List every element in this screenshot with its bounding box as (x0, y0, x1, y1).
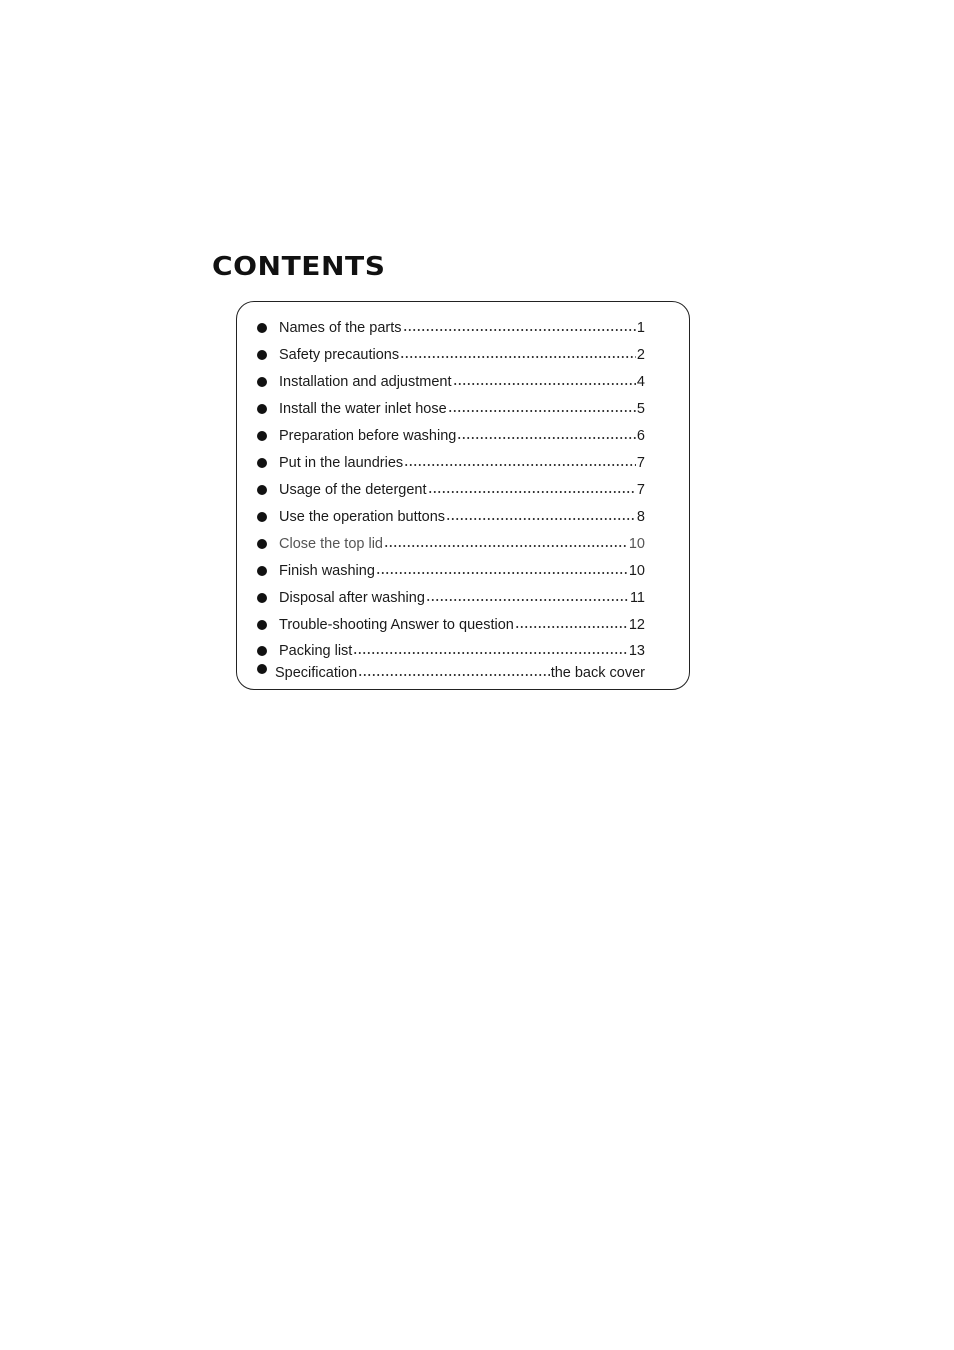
toc-item-label: Usage of the detergent (279, 482, 427, 498)
dot-leader (376, 572, 628, 574)
toc-item-label: Close the top lid (279, 536, 383, 552)
bullet-icon (257, 350, 267, 360)
toc-item-label: Names of the parts (279, 320, 402, 336)
toc-item-page: 11 (629, 590, 645, 606)
toc-item-label: Installation and adjustment (279, 374, 452, 390)
toc-item-label: Packing list (279, 643, 353, 659)
toc-item-packing-list[interactable] (257, 639, 645, 663)
bullet-icon (257, 620, 267, 630)
toc-item-page: 13 (628, 643, 645, 659)
toc-item-detergent[interactable] (257, 478, 645, 502)
dot-leader (353, 652, 628, 654)
bullet-icon (257, 431, 267, 441)
bullet-icon (257, 404, 267, 414)
toc-item-page: 4 (636, 374, 645, 390)
dot-leader (358, 674, 549, 676)
toc-item-page: the back cover (550, 665, 645, 681)
bullet-icon (257, 323, 267, 333)
toc-item-label: Use the operation buttons (279, 509, 446, 525)
toc-item-label: Install the water inlet hose (279, 401, 447, 417)
bullet-icon (257, 593, 267, 603)
toc-item-label: Finish washing (279, 563, 375, 579)
contents-list (237, 302, 689, 689)
dot-leader (384, 545, 628, 547)
toc-item-label: Disposal after washing (279, 590, 425, 606)
toc-item-label: Put in the laundries (279, 455, 404, 471)
toc-item-page: 12 (628, 617, 645, 633)
toc-item-laundries[interactable] (257, 451, 645, 475)
dot-leader (404, 464, 636, 466)
bullet-icon (257, 566, 267, 576)
toc-item-label: Preparation before washing (279, 428, 457, 444)
toc-item-preparation[interactable] (257, 424, 645, 448)
toc-item-label: Trouble-shooting Answer to question (279, 617, 514, 633)
dot-leader (403, 329, 636, 331)
dot-leader (515, 626, 628, 628)
bullet-icon (257, 377, 267, 387)
toc-item-page: 2 (636, 347, 645, 363)
toc-item-top-lid[interactable] (257, 532, 645, 556)
toc-item-finish-washing[interactable] (257, 559, 645, 583)
dot-leader (448, 410, 636, 412)
bullet-icon (257, 458, 267, 468)
toc-item-page: 10 (628, 563, 645, 579)
toc-item-installation[interactable] (257, 370, 645, 394)
toc-item-label: Specification (275, 665, 358, 681)
toc-item-page: 7 (636, 482, 645, 498)
dot-leader (453, 383, 636, 385)
bullet-icon (257, 664, 267, 674)
toc-item-trouble-shooting[interactable] (257, 613, 645, 637)
toc-item-label: Safety precautions (279, 347, 400, 363)
bullet-icon (257, 539, 267, 549)
toc-item-inlet-hose[interactable] (257, 397, 645, 421)
dot-leader (428, 491, 636, 493)
dot-leader (457, 437, 636, 439)
toc-item-safety-precautions[interactable] (257, 343, 645, 367)
toc-item-operation-buttons[interactable] (257, 505, 645, 529)
toc-item-page: 5 (636, 401, 645, 417)
toc-item-page: 6 (636, 428, 645, 444)
toc-item-disposal[interactable] (257, 586, 645, 610)
dot-leader (426, 599, 629, 601)
toc-item-page: 7 (636, 455, 645, 471)
toc-item-page: 1 (636, 320, 645, 336)
dot-leader (400, 356, 636, 358)
toc-item-page: 10 (628, 536, 645, 552)
toc-item-page: 8 (636, 509, 645, 525)
page-title: CONTENTS (212, 252, 386, 282)
contents-box (236, 301, 690, 690)
toc-item-specification[interactable] (257, 661, 645, 685)
bullet-icon (257, 646, 267, 656)
toc-item-names-of-parts[interactable] (257, 316, 645, 340)
dot-leader (446, 518, 636, 520)
bullet-icon (257, 512, 267, 522)
bullet-icon (257, 485, 267, 495)
